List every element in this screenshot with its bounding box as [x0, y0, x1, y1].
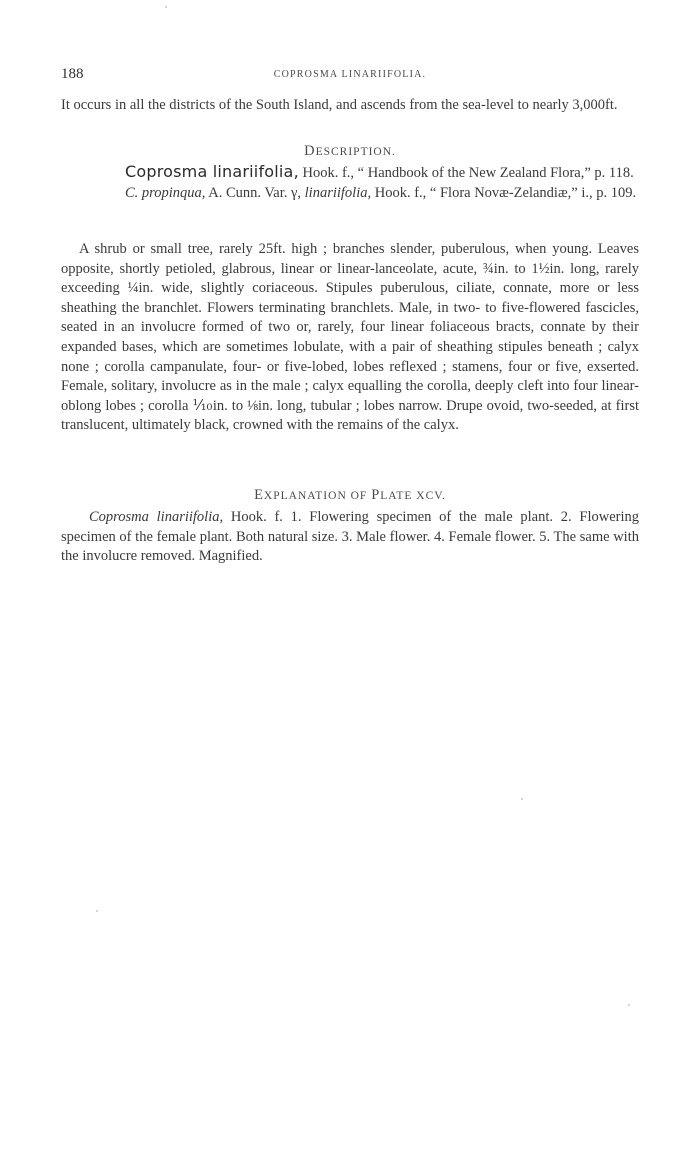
- synonym-entry: [125, 184, 639, 204]
- plate-species-name: Coprosma linariifolia,: [89, 509, 224, 525]
- description-paragraph: A shrub or small tree, rarely 25ft. high ; branches slender, puberulous, when young. Leaves opposite, shortly petioled, glabrous, linear or linear-lanceolate, acute, ¾in. to 1½in. long, rarely exceeding ¼in. wide, slightly coriaceous. Stipules puberulous, ciliate, connate, more or less sheathing the branchlet. Flowers terminating branchlets. Male, in two- to five-flowered fascicles, seated in an involucre formed of two or, rarely, four linear foliaceous bracts, connate by their expanded bases, which are sometimes lobulate, with a pair of sheathing stipules beneath ; calyx none ; corolla campanulate, four- or five-lobed, lobes reflexed ; stamens, four or five, exserted. Female, solitary, involucre as in the male ; calyx equalling the corolla, deeply cleft into four linear-oblong lobes ; corolla ⅒in. to ⅛in. long, tubular ; lobes narrow. Drupe ovoid, two-seeded, at first translucent, ultimately black, crowned with the remains of the calyx.: [61, 241, 639, 434]
- synonym-citation-part: Hook. f., “ Flora Novæ-Zelandiæ,” i., p. 109.: [371, 184, 637, 201]
- paper-speck: [96, 910, 98, 912]
- plate-heading-initial: P: [371, 487, 381, 503]
- plate-explanation-heading: [61, 487, 639, 504]
- description-heading-rest: ESCRIPTION.: [315, 146, 396, 158]
- page-number: 188: [61, 66, 84, 82]
- paper-speck: [628, 1004, 630, 1006]
- plate-heading-part: XPLANATION OF: [263, 490, 372, 502]
- plate-heading-initial: E: [254, 487, 264, 503]
- synonym-name: C. propinqua,: [125, 184, 206, 201]
- running-head: [61, 66, 639, 86]
- synonym-citation: Hook. f., “ Handbook of the New Zealand Flora,” p. 118.: [298, 165, 634, 181]
- description-heading-initial: D: [304, 143, 316, 159]
- running-title: COPROSMA LINARIIFOLIA.: [273, 69, 427, 80]
- plate-heading-part: LATE XCV.: [380, 490, 446, 502]
- synonym-entry: [125, 162, 639, 184]
- plate-explanation-text: Hook. f. 1. Flowering specimen of the male plant. 2. Flowering specimen of the female plant. Both natural size. 3. Male flower. 4. Female flower. 5. The same with the involucre removed. Magnified.: [61, 509, 640, 565]
- paper-speck: [165, 6, 167, 8]
- synonym-citation-part: A. Cunn. Var. γ,: [205, 184, 305, 201]
- accepted-name: Coprosma linariifolia,: [125, 162, 299, 181]
- synonymy-block: [61, 162, 639, 203]
- plate-explanation-paragraph: [61, 508, 639, 567]
- description-heading: [61, 143, 639, 160]
- paper-speck: [521, 798, 523, 800]
- distribution-paragraph: It occurs in all the districts of the South Island, and ascends from the sea-level to nearly 3,000ft.: [61, 97, 618, 113]
- variety-name: linariifolia,: [304, 184, 372, 201]
